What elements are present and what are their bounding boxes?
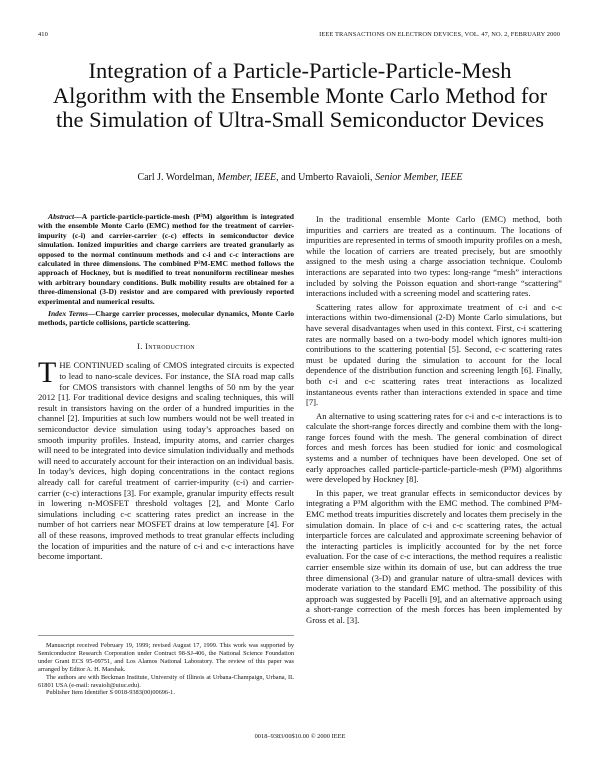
index-terms-text: Charge carrier processes, molecular dynamics, Monte Carlo methods, particle collisions, particle scattering.: [38, 309, 294, 328]
footnote-rule: [38, 635, 294, 636]
footnote-received: Manuscript received February 19, 1999; revised August 17, 1999. This work was supported by Semiconductor Research Corporation under Contract 98-SJ-406, the National Science Foundation under Grant ECS 95-09751, and Los Alamos National Laboratory. The review of this paper was arranged by Editor A. H. Marshak.: [38, 642, 294, 673]
intro-text: HE CONTINUED scaling of CMOS integrated circuits is expected to lead to nano-scale devices. For instance, the SIA road map calls for CMOS transistors with channel lengths of 50 nm by the year 2012 [1]. For traditional device designs and scaling techniques, this will result in transistors having on the order of a hundred impurities in the channel [2]. Impurities at such low numbers would not be well treated in semiconductor device simulation using today’s approaches based on smooth impurity profiles. Instead, impurity atoms, and carrier charges will need to be integrated into device simulation individually and methods will need to accurately account for their interaction on an individual basis. In today’s devices, high doping concentrations in the contact regions already call for careful treatment of carrier-impurity (c-i) and carrier-carrier (c-c) interactions [3]. For example, granular impurity effects result in lowering n-MOSFET threshold voltages [2], and Monte Carlo simulations including c-c scattering rates predict an increase in the number of hot carriers near MOSFET drains at low temperature [4]. For all of these reasons, improved methods to treat granular effects including the location of impurities and the nature of c-i and c-c interactions have become important.: [38, 360, 294, 562]
author-2-role: Senior Member, IEEE: [375, 172, 463, 183]
right-paragraph-1: In the traditional ensemble Monte Carlo (EMC) method, both impurities and carriers are treated as a continuum. The locations of impurities are represented in terms of smooth impurity profiles on a mesh, while the location of carriers are treated precisely, but are smoothly assigned to the mesh using a charge association technique. Coulomb interactions are separated into two types: long-range “mesh” interactions included by solving the Poisson equation and short-range “scattering” interactions included with a screening model and scattering rates.: [306, 214, 562, 299]
right-paragraph-2: Scattering rates allow for approximate treatment of c-i and c-c interactions within two-dimensional (2-D) Monte Carlo simulations, but have several disadvantages when used in this context. First, c-i scattering rates are normally based on a two-body model which ignores multi-ion contributions to the scattering potential [5]. Second, c-c scattering rates must be updated during the simulation to account for the local dependence of the distribution function and screening length [6]. Finally, both c-i and c-c scattering rates treat interactions as localized instantaneous events rather than interactions extended in space and time [7].: [306, 301, 562, 408]
author-2-name: Umberto Ravaioli,: [298, 172, 373, 183]
right-paragraph-4: In this paper, we treat granular effects in semiconductor devices by integrating a P³M algorithm with the EMC method. The combined P³M-EMC method treats impurities discretely and locates them precisely in the simulation domain. In place of c-i and c-c scattering rates, the actual interparticle forces are calculated and approximate screening behavior of the interacting particles is implicitly accounted for by the net force evaluation. For the case of c-c interactions, the method requires a realistic carrier ensemble size within its domain of use, but can address the true three dimensional (3-D) and granular nature of ultra-small devices with moderate variation to the standard EMC method. The possibility of this approach was suggested by Pacelli [9], and an alternative approach using a short-range correction of the mesh forces has been implemented by Gross et al. [3].: [306, 487, 562, 625]
page-number: 410: [38, 31, 48, 38]
right-paragraph-3: An alternative to using scattering rates for c-i and c-c interactions is to calculate the short-range forces directly and combine them with the long-range forces found with the mesh. The general combination of direct forces and mesh forces has been studied for ionic and cosmological systems and a number of techniques have been developed. One set of early approaches called particle-particle-particle-mesh (P³M) algorithms were developed by Hockney [8].: [306, 410, 562, 485]
paper-title: Integration of a Particle-Particle-Particle-Mesh Algorithm with the Ensemble Monte Carlo Method for the Simulation of Ultra-Small Semiconductor Devices: [52, 58, 548, 132]
abstract-label: Abstract—: [48, 212, 82, 221]
section-numeral: I.: [137, 340, 143, 351]
footnotes: [38, 635, 294, 697]
copyright-footer: 0018–9383/00$10.00 © 2000 IEEE: [254, 733, 346, 740]
index-terms: [38, 309, 294, 328]
footnote-identifier: Publisher Item Identifier S 0018-9383(00)00696-1.: [46, 689, 175, 697]
intro-paragraph: [38, 356, 294, 562]
journal-header: IEEE TRANSACTIONS ON ELECTRON DEVICES, VOL. 47, NO. 2, FEBRUARY 2000: [319, 31, 560, 38]
right-column: [306, 214, 562, 626]
abstract-text: A particle-particle-particle-mesh (P³M) algorithm is integrated with the ensemble Monte Carlo (EMC) method for the treatment of carrier-impurity (c-i) and carrier-carrier (c-c) effects in semiconductor device simulation. Ionized impurities and charge carriers are treated granularly as opposed to the normal continuum methods and c-i and c-c interactions are calculated in three dimensions. The combined P³M-EMC method follows the approach of Hockney, but is modified to treat nonuniform rectilinear meshes with arbitrary boundary conditions. Bulk mobility results are obtained for a three-dimensional (3-D) resistor and are compared with previously reported experimental and numerical results.: [38, 212, 294, 306]
footnote-affiliation: The authors are with Beckman Institute, University of Illinois at Urbana-Champaign, Urbana, IL 61801 USA (e-mail: ravaioli@uiuc.edu).: [38, 673, 294, 689]
abstract: [38, 212, 294, 306]
section-title: Introduction: [145, 340, 195, 351]
author-connector: and: [281, 172, 296, 183]
author-1-role: Member, IEEE,: [217, 172, 279, 183]
index-terms-label: Index Terms—: [48, 309, 96, 319]
section-heading: [38, 341, 294, 352]
author-line: [40, 172, 560, 183]
left-column: [38, 212, 294, 562]
author-1-name: Carl J. Wordelman,: [137, 172, 215, 183]
drop-cap: T: [38, 356, 57, 390]
